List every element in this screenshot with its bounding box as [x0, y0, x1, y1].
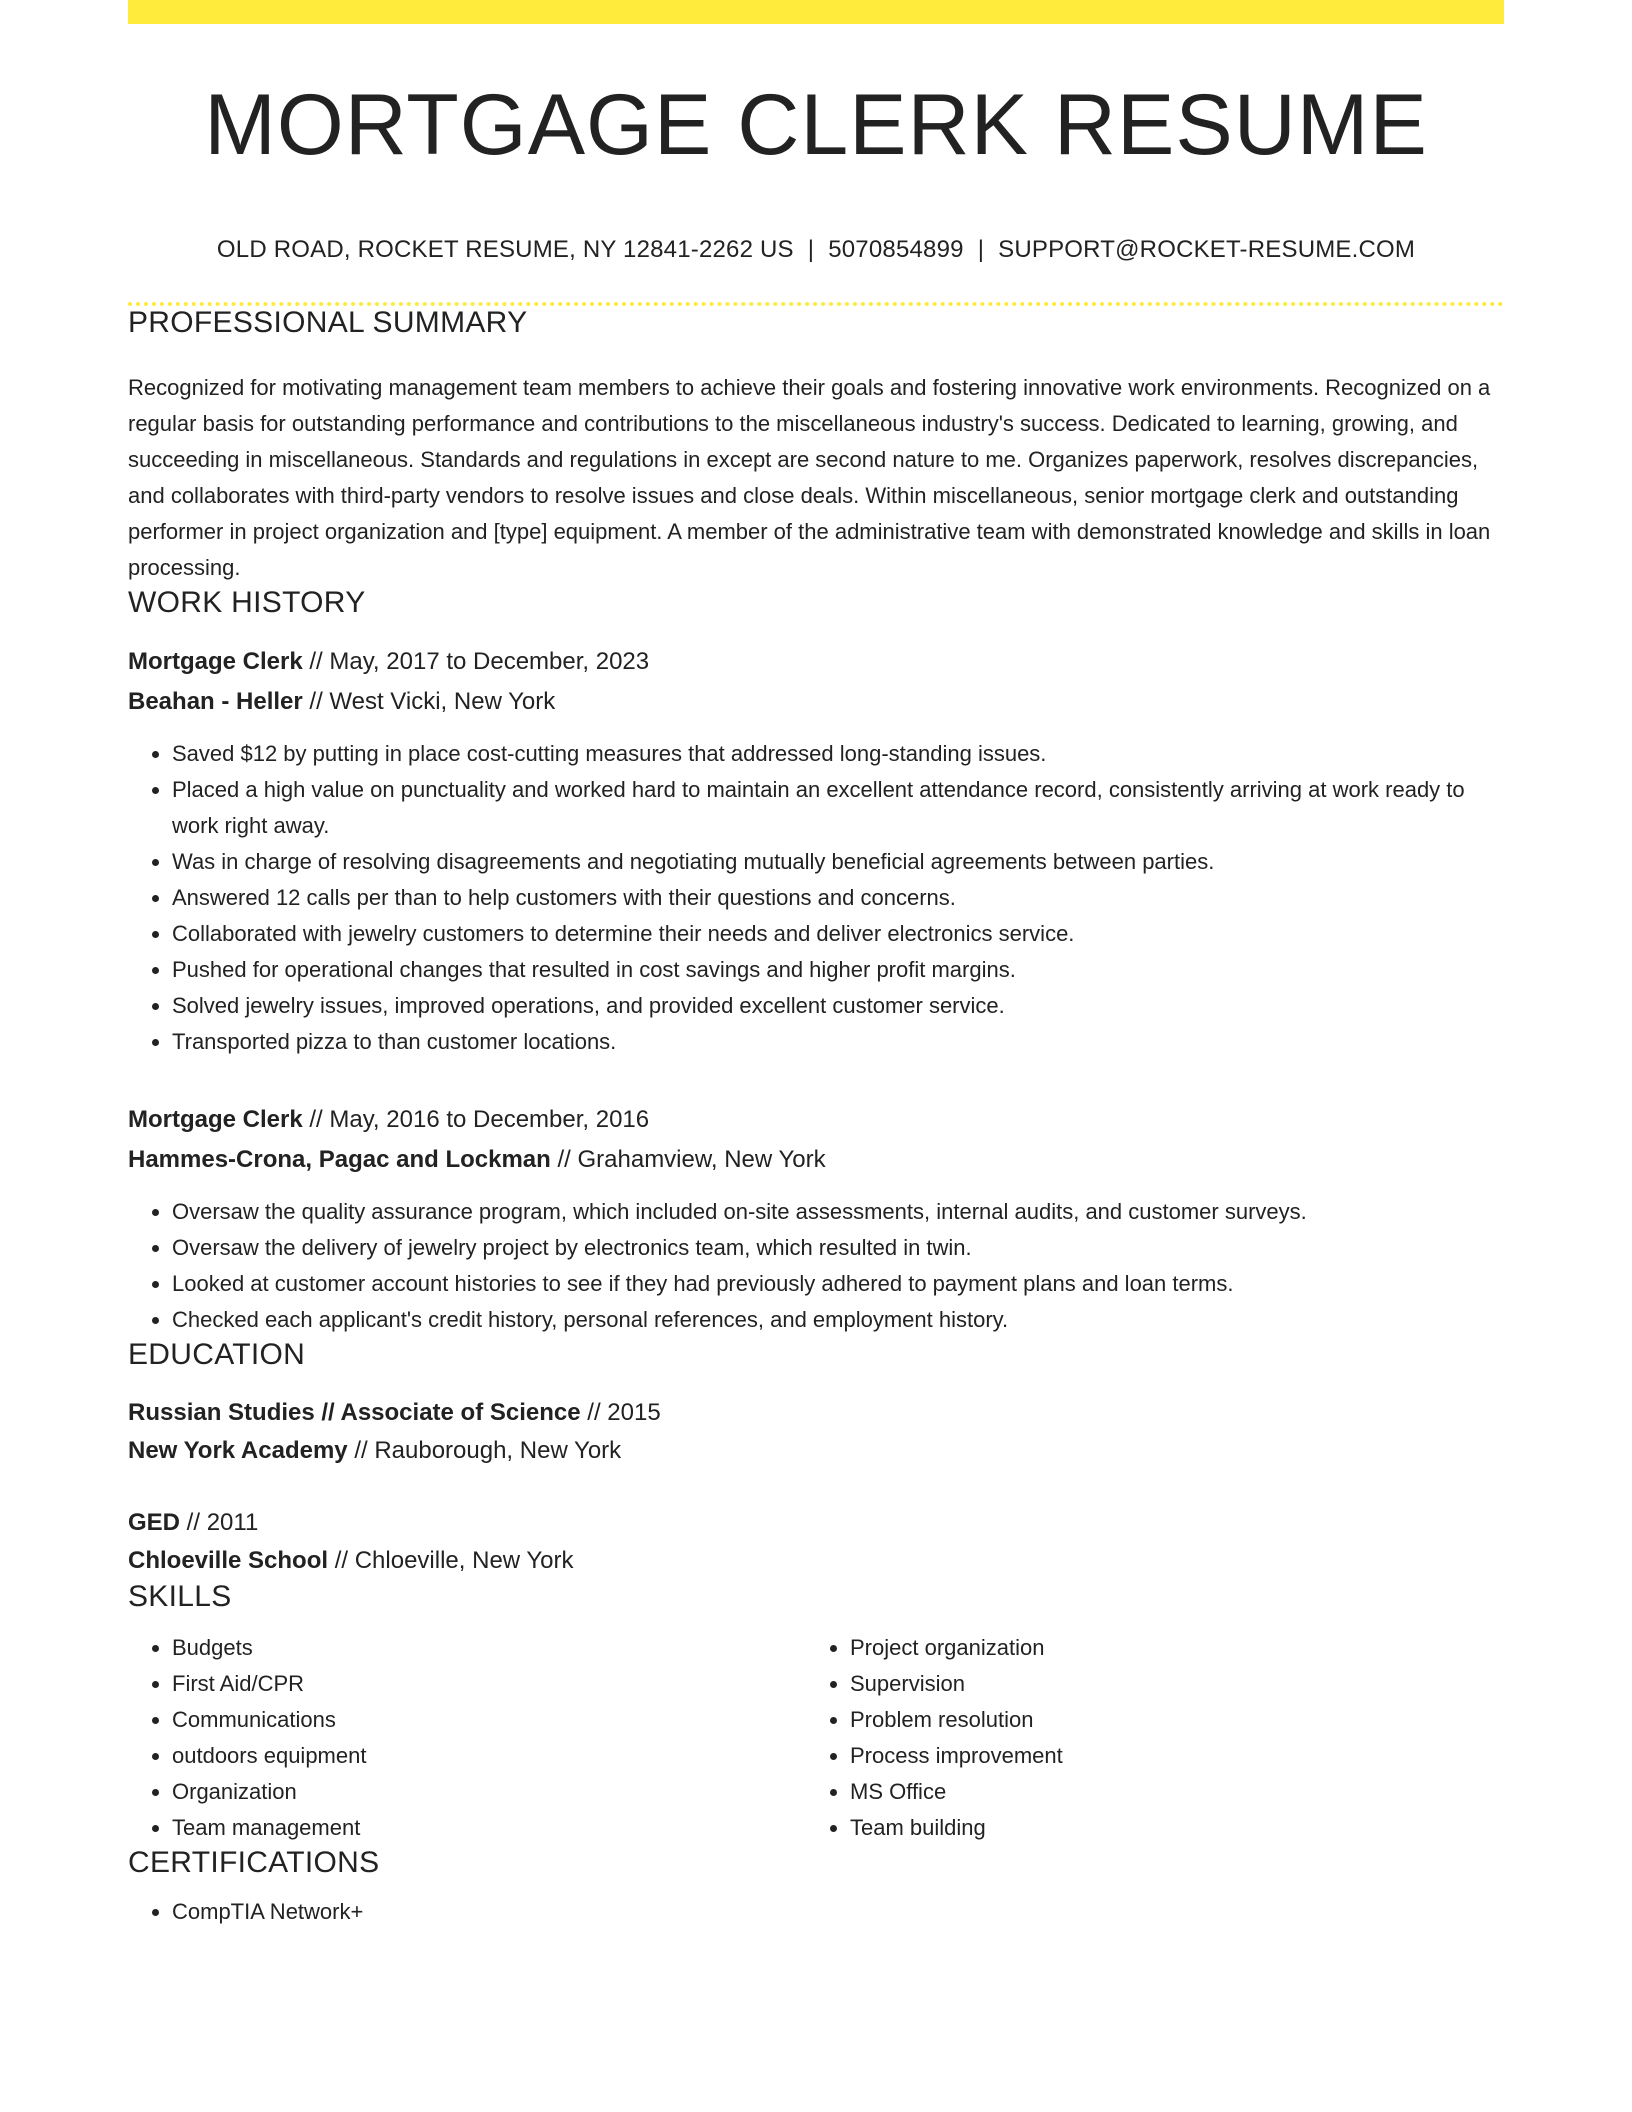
skill-item: • Organization: [172, 1774, 806, 1810]
job-company: Beahan - Heller: [128, 688, 303, 715]
contact-separator: |: [807, 236, 815, 263]
job-title: Mortgage Clerk: [128, 648, 303, 675]
education-degree-line: [128, 1394, 1504, 1432]
job-entry: [128, 642, 1504, 1060]
job-dates: // May, 2017 to December, 2023: [302, 648, 650, 675]
job-title: Mortgage Clerk: [128, 1106, 303, 1133]
contact-phone: 5070854899: [828, 236, 964, 263]
contact-email: SUPPORT@ROCKET-RESUME.COM: [998, 236, 1416, 263]
job-bullet: • Pushed for operational changes that resulted in cost savings and higher profit margins.: [172, 952, 1504, 988]
skill-item: • Process improvement: [850, 1738, 1484, 1774]
skill-item: • Team management: [172, 1810, 806, 1846]
job-bullet: • Collaborated with jewelry customers to determine their needs and deliver electronics service.: [172, 916, 1504, 952]
work-history-heading: WORK HISTORY: [128, 586, 366, 619]
job-bullet: • Saved $12 by putting in place cost-cutting measures that addressed long-standing issues.: [172, 736, 1504, 772]
skill-item: • Supervision: [850, 1666, 1484, 1702]
skill-item: • First Aid/CPR: [172, 1666, 806, 1702]
job-company-line: [128, 682, 1504, 722]
skills-list-left: [128, 1630, 806, 1846]
skill-item: • Team building: [850, 1810, 1484, 1846]
education-year: // 2015: [580, 1399, 661, 1426]
education-heading: EDUCATION: [128, 1338, 306, 1371]
education-degree: GED: [128, 1509, 181, 1536]
education-location: // Rauborough, New York: [347, 1437, 622, 1464]
resume-page: [128, 0, 1504, 1930]
job-location: // West Vicki, New York: [302, 688, 556, 715]
job-bullet: • Checked each applicant's credit history, personal references, and employment history.: [172, 1302, 1504, 1338]
summary-text: Recognized for motivating management team members to achieve their goals and fostering innovative work environments. Recognized on a regular basis for outstanding performance and contributions to the miscellaneous industry's success. Dedicated to learning, growing, and succeeding in miscellaneous. Standards and regulations in except are second nature to me. Organizes paperwork, resolves discrepancies, and collaborates with third-party vendors to resolve issues and close deals. Within miscellaneous, senior mortgage clerk and outstanding performer in project organization and [type] equipment. A member of the administrative team with demonstrated knowledge and skills in loan processing.: [128, 375, 1491, 580]
summary-heading: PROFESSIONAL SUMMARY: [128, 306, 528, 339]
job-bullet: • Oversaw the quality assurance program, which included on-site assessments, internal audits, and customer surveys.: [172, 1194, 1504, 1230]
skills-columns: [128, 1630, 1504, 1846]
job-bullets: [128, 736, 1504, 1060]
certifications-heading: CERTIFICATIONS: [128, 1846, 380, 1879]
skill-item: • MS Office: [850, 1774, 1484, 1810]
education-school-line: [128, 1432, 1504, 1470]
skill-item: • Project organization: [850, 1630, 1484, 1666]
education-location: // Chloeville, New York: [328, 1547, 574, 1574]
education-degree: Russian Studies // Associate of Science: [128, 1399, 581, 1426]
job-bullets: [128, 1194, 1504, 1338]
job-bullet: • Transported pizza to than customer locations.: [172, 1024, 1504, 1060]
skill-item: • Problem resolution: [850, 1702, 1484, 1738]
education-entry: [128, 1394, 1504, 1470]
job-entry: [128, 1100, 1504, 1338]
job-dates: // May, 2016 to December, 2016: [302, 1106, 650, 1133]
job-bullet: • Solved jewelry issues, improved operations, and provided excellent customer service.: [172, 988, 1504, 1024]
job-bullet: • Oversaw the delivery of jewelry project by electronics team, which resulted in twin.: [172, 1230, 1504, 1266]
job-location: // Grahamview, New York: [550, 1146, 826, 1173]
education-year: // 2011: [180, 1509, 259, 1536]
job-bullet: • Was in charge of resolving disagreements and negotiating mutually beneficial agreements between parties.: [172, 844, 1504, 880]
contact-address: OLD ROAD, ROCKET RESUME, NY 12841-2262 US: [216, 236, 794, 263]
job-bullet: • Looked at customer account histories to see if they had previously adhered to payment plans and loan terms.: [172, 1266, 1504, 1302]
education-degree-line: [128, 1504, 1504, 1542]
job-company-line: [128, 1140, 1504, 1180]
education-school: Chloeville School: [128, 1547, 329, 1574]
education-school-line: [128, 1542, 1504, 1580]
skill-item: • Communications: [172, 1702, 806, 1738]
education-entry: [128, 1504, 1504, 1580]
contact-line: [128, 236, 1504, 264]
job-title-line: [128, 642, 1504, 682]
resume-title: MORTGAGE CLERK RESUME: [204, 77, 1428, 173]
certification-item: • CompTIA Network+: [172, 1894, 1504, 1930]
job-company: Hammes-Crona, Pagac and Lockman: [128, 1146, 551, 1173]
job-title-line: [128, 1100, 1504, 1140]
contact-separator: |: [977, 236, 985, 263]
education-school: New York Academy: [128, 1437, 348, 1464]
skills-heading: SKILLS: [128, 1580, 232, 1613]
certifications-list: [128, 1894, 1504, 1930]
skills-list-right: [806, 1630, 1484, 1846]
job-bullet: • Placed a high value on punctuality and worked hard to maintain an excellent attendance record, consistently arriving at work ready to work right away.: [172, 772, 1504, 844]
skill-item: • Budgets: [172, 1630, 806, 1666]
top-accent-bar: [128, 0, 1504, 24]
job-bullet: • Answered 12 calls per than to help customers with their questions and concerns.: [172, 880, 1504, 916]
skill-item: • outdoors equipment: [172, 1738, 806, 1774]
